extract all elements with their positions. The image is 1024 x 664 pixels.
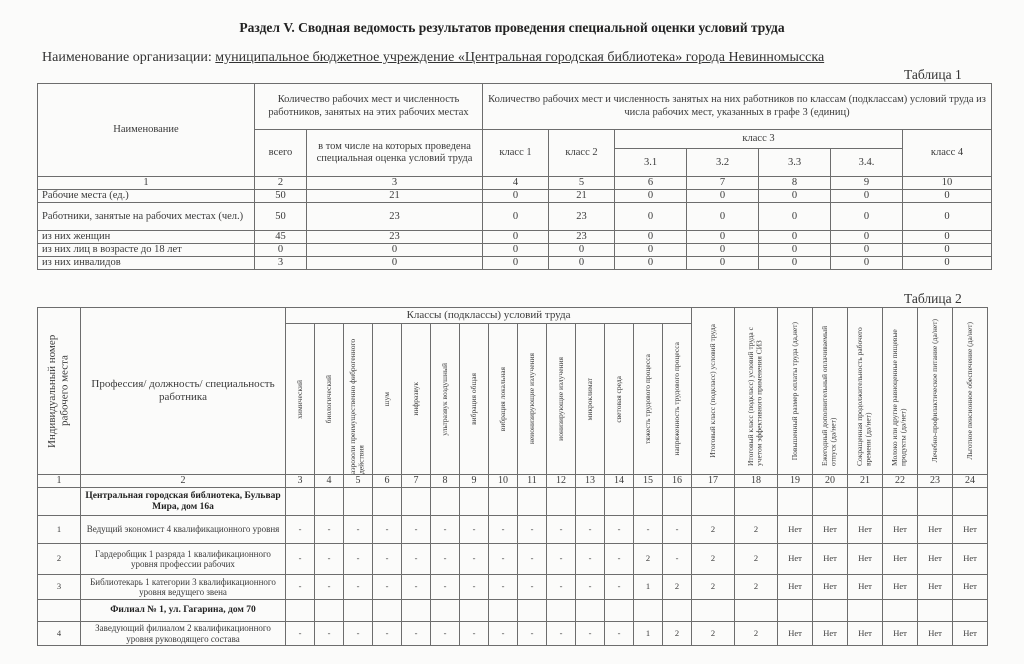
cell: 0 bbox=[483, 190, 549, 203]
extra-cell: Нет bbox=[883, 544, 918, 575]
factor-cell: - bbox=[315, 575, 344, 600]
header-extra-pay bbox=[778, 308, 813, 475]
header-by-class: Количество рабочих мест и численность занятых на них работников по классам (подклассам) условий труда из числа рабочих мест, указанных в графе 3 (единиц) bbox=[483, 84, 992, 130]
extra-cell: Нет bbox=[848, 575, 883, 600]
col-number: 13 bbox=[576, 475, 605, 488]
factor-cell: - bbox=[547, 622, 576, 646]
factor-cell: - bbox=[605, 575, 634, 600]
factor-cell: - bbox=[315, 544, 344, 575]
cell: 23 bbox=[307, 231, 483, 244]
factor-cell: 2 bbox=[663, 575, 692, 600]
header-extra-text: Повышенный размер оплаты труда (да,нет) bbox=[789, 321, 799, 461]
cell: 0 bbox=[759, 231, 831, 244]
group-name: Филиал № 1, ул. Гагарина, дом 70 bbox=[81, 600, 286, 622]
header-factor-text: вибрация общая bbox=[468, 373, 478, 425]
factor-cell: 2 bbox=[634, 544, 663, 575]
header-class-3-3: 3.3 bbox=[759, 149, 831, 176]
table-row bbox=[38, 516, 988, 544]
table2-label: Таблица 2 bbox=[904, 291, 962, 306]
header-total: всего bbox=[255, 130, 307, 177]
factor-cell: - bbox=[315, 622, 344, 646]
cell: 0 bbox=[759, 203, 831, 231]
header-pension bbox=[953, 308, 988, 475]
header-final-class-siz-text: Итоговый класс (подкласс) условий труда с учетом эффективного применения СИЗ bbox=[746, 327, 765, 466]
header-extra-leave bbox=[813, 308, 848, 475]
header-factor-severity bbox=[634, 324, 663, 475]
column-numbers-row bbox=[38, 475, 988, 488]
extra-cell: Нет bbox=[778, 622, 813, 646]
col-number: 5 bbox=[549, 177, 615, 190]
factor-cell: - bbox=[344, 622, 373, 646]
header-factor-text: тяжесть трудового процесса bbox=[642, 354, 652, 444]
cell: 0 bbox=[615, 257, 687, 270]
col-number: 1 bbox=[38, 177, 255, 190]
cell: 0 bbox=[831, 257, 903, 270]
col-number: 17 bbox=[692, 475, 735, 488]
row-label: из них инвалидов bbox=[38, 257, 255, 270]
cell: 0 bbox=[549, 257, 615, 270]
col-number: 2 bbox=[255, 177, 307, 190]
cell: 0 bbox=[903, 244, 992, 257]
factor-cell: - bbox=[286, 622, 315, 646]
factor-cell: - bbox=[431, 575, 460, 600]
factor-cell: - bbox=[576, 622, 605, 646]
header-factor-text: ионизирующие излучения bbox=[555, 357, 565, 441]
col-number: 23 bbox=[918, 475, 953, 488]
extra-cell: Нет bbox=[883, 516, 918, 544]
summary-table bbox=[37, 83, 992, 270]
factor-cell: - bbox=[431, 516, 460, 544]
cell: 0 bbox=[483, 257, 549, 270]
extra-cell: Нет bbox=[883, 575, 918, 600]
col-number: 4 bbox=[315, 475, 344, 488]
col-number: 18 bbox=[735, 475, 778, 488]
factor-cell: - bbox=[373, 544, 402, 575]
col-number: 6 bbox=[373, 475, 402, 488]
header-factor-general-vibration bbox=[460, 324, 489, 475]
factor-cell: - bbox=[576, 516, 605, 544]
col-number: 8 bbox=[759, 177, 831, 190]
profession: Заведующий филиалом 2 квалификационного уровня руководящего состава bbox=[81, 622, 286, 646]
cell: 0 bbox=[615, 244, 687, 257]
factor-cell: - bbox=[402, 544, 431, 575]
header-profession: Профессия/ должность/ специальность работника bbox=[81, 308, 286, 475]
cell: 0 bbox=[255, 244, 307, 257]
final-class-siz: 2 bbox=[735, 516, 778, 544]
header-factor-ultrasound bbox=[431, 324, 460, 475]
column-numbers-row bbox=[38, 177, 992, 190]
col-number: 4 bbox=[483, 177, 549, 190]
header-milk bbox=[883, 308, 918, 475]
table-row bbox=[38, 544, 988, 575]
table-row bbox=[38, 203, 992, 231]
header-factor-text: вибрация локальная bbox=[497, 366, 507, 432]
cell: 0 bbox=[831, 231, 903, 244]
header-extra-text: Льготное пенсионное обеспечение (да/нет) bbox=[964, 322, 974, 460]
profession: Гардеробщик 1 разряда 1 квалификационного уровня профессии рабочих bbox=[81, 544, 286, 575]
header-factor-text: неионизирующие излучения bbox=[526, 353, 536, 445]
header-factor-text: световая среда bbox=[613, 375, 623, 423]
extra-cell: Нет bbox=[813, 575, 848, 600]
cell: 0 bbox=[831, 190, 903, 203]
workplace-id: 3 bbox=[38, 575, 81, 600]
factor-cell: - bbox=[402, 622, 431, 646]
extra-cell: Нет bbox=[813, 544, 848, 575]
final-class-siz: 2 bbox=[735, 575, 778, 600]
factor-cell: - bbox=[431, 544, 460, 575]
factor-cell: - bbox=[605, 622, 634, 646]
col-number: 15 bbox=[634, 475, 663, 488]
cell: 0 bbox=[759, 257, 831, 270]
cell: 0 bbox=[831, 203, 903, 231]
extra-cell: Нет bbox=[918, 516, 953, 544]
col-number: 6 bbox=[615, 177, 687, 190]
header-workplace-id-text: Индивидуальный номер рабочего места bbox=[46, 334, 71, 448]
final-class: 2 bbox=[692, 516, 735, 544]
factor-cell: - bbox=[373, 516, 402, 544]
header-name: Наименование bbox=[38, 84, 255, 177]
factor-cell: - bbox=[576, 575, 605, 600]
col-number: 2 bbox=[81, 475, 286, 488]
col-number: 19 bbox=[778, 475, 813, 488]
header-class1: класс 1 bbox=[483, 130, 549, 177]
header-assessed: в том числе на которых проведена специальная оценка условий труда bbox=[307, 130, 483, 177]
header-extra-text: Молоко или другие равноценные пищевые продукты (да/нет) bbox=[890, 329, 909, 466]
header-factor-text: инфразвук bbox=[410, 382, 420, 416]
extra-cell: Нет bbox=[953, 544, 988, 575]
header-factor-non-ionizing bbox=[518, 324, 547, 475]
cell: 0 bbox=[903, 190, 992, 203]
extra-cell: Нет bbox=[918, 622, 953, 646]
header-factor-text: напряженность трудового процесса bbox=[671, 342, 681, 456]
header-class2: класс 2 bbox=[549, 130, 615, 177]
cell: 0 bbox=[307, 244, 483, 257]
cell: 23 bbox=[307, 203, 483, 231]
workplace-id: 2 bbox=[38, 544, 81, 575]
cell: 0 bbox=[759, 244, 831, 257]
header-factor-intensity bbox=[663, 324, 692, 475]
factor-cell: - bbox=[489, 516, 518, 544]
table-row bbox=[38, 257, 992, 270]
factor-cell: - bbox=[634, 516, 663, 544]
extra-cell: Нет bbox=[953, 575, 988, 600]
extra-cell: Нет bbox=[918, 544, 953, 575]
factor-cell: - bbox=[518, 544, 547, 575]
final-class: 2 bbox=[692, 575, 735, 600]
cell: 50 bbox=[255, 190, 307, 203]
factor-cell: - bbox=[605, 544, 634, 575]
header-workplaces: Количество рабочих мест и численность работников, занятых на этих рабочих местах bbox=[255, 84, 483, 130]
cell: 0 bbox=[903, 231, 992, 244]
factor-cell: 1 bbox=[634, 575, 663, 600]
cell: 0 bbox=[831, 244, 903, 257]
extra-cell: Нет bbox=[813, 516, 848, 544]
extra-cell: Нет bbox=[848, 544, 883, 575]
factor-cell: - bbox=[344, 516, 373, 544]
cell: 0 bbox=[307, 257, 483, 270]
cell: 45 bbox=[255, 231, 307, 244]
col-number: 21 bbox=[848, 475, 883, 488]
workplace-id: 1 bbox=[38, 516, 81, 544]
factor-cell: - bbox=[460, 516, 489, 544]
header-factor-text: биологический bbox=[323, 374, 333, 424]
factor-cell: - bbox=[518, 516, 547, 544]
extra-cell: Нет bbox=[848, 622, 883, 646]
factor-cell: - bbox=[489, 575, 518, 600]
header-final-class-siz bbox=[735, 308, 778, 475]
factor-cell: - bbox=[460, 544, 489, 575]
header-final-class-text: Итоговый класс (подкласс) условий труда bbox=[707, 324, 717, 458]
cell: 0 bbox=[687, 190, 759, 203]
col-number: 9 bbox=[460, 475, 489, 488]
cell: 0 bbox=[687, 244, 759, 257]
table-row bbox=[38, 244, 992, 257]
factor-cell: - bbox=[605, 516, 634, 544]
organization-label: Наименование организации: bbox=[42, 50, 212, 65]
col-number: 22 bbox=[883, 475, 918, 488]
final-class: 2 bbox=[692, 622, 735, 646]
cell: 0 bbox=[483, 231, 549, 244]
final-class: 2 bbox=[692, 544, 735, 575]
cell: 0 bbox=[483, 203, 549, 231]
cell: 23 bbox=[549, 231, 615, 244]
factor-cell: - bbox=[663, 516, 692, 544]
header-factor-text: химический bbox=[294, 379, 304, 419]
workplace-results-table bbox=[37, 307, 988, 646]
header-class-3-1: 3.1 bbox=[615, 149, 687, 176]
header-factor-text: микроклимат bbox=[584, 377, 594, 421]
cell: 0 bbox=[687, 257, 759, 270]
factor-cell: - bbox=[373, 622, 402, 646]
profession: Ведущий экономист 4 квалификационного уровня bbox=[81, 516, 286, 544]
header-factor-biological bbox=[315, 324, 344, 475]
cell: 21 bbox=[549, 190, 615, 203]
header-short-hours bbox=[848, 308, 883, 475]
header-class3-group bbox=[615, 130, 903, 177]
factor-cell: - bbox=[402, 575, 431, 600]
header-factor-infrasound bbox=[402, 324, 431, 475]
factor-cell: - bbox=[576, 544, 605, 575]
header-factor-microclimate bbox=[576, 324, 605, 475]
factor-cell: - bbox=[344, 544, 373, 575]
col-number: 16 bbox=[663, 475, 692, 488]
col-number: 5 bbox=[344, 475, 373, 488]
row-label: Рабочие места (ед.) bbox=[38, 190, 255, 203]
col-number: 11 bbox=[518, 475, 547, 488]
header-class-3-4: 3.4. bbox=[858, 157, 875, 168]
col-number: 3 bbox=[286, 475, 315, 488]
header-therapeutic-food bbox=[918, 308, 953, 475]
profession: Библиотекарь 1 категории 3 квалификационного уровня ведущего звена bbox=[81, 575, 286, 600]
factor-cell: - bbox=[518, 575, 547, 600]
header-factor-ionizing bbox=[547, 324, 576, 475]
col-number: 14 bbox=[605, 475, 634, 488]
header-factor-text: ультразвук воздушный bbox=[439, 362, 449, 436]
header-factor-text: аэрозоли преимущественно фиброгенного действия bbox=[348, 338, 366, 474]
cell: 0 bbox=[615, 190, 687, 203]
col-number: 8 bbox=[431, 475, 460, 488]
col-number: 10 bbox=[489, 475, 518, 488]
factor-cell: - bbox=[286, 575, 315, 600]
page-title: Раздел V. Сводная ведомость результатов проведения специальной оценки условий труда bbox=[239, 20, 785, 35]
extra-cell: Нет bbox=[953, 516, 988, 544]
extra-cell: Нет bbox=[918, 575, 953, 600]
factor-cell: - bbox=[460, 575, 489, 600]
table-row bbox=[38, 622, 988, 646]
col-number: 1 bbox=[38, 475, 81, 488]
header-workplace-id bbox=[38, 308, 81, 475]
header-factor-aerosols bbox=[344, 324, 373, 475]
organization-line bbox=[42, 50, 824, 66]
cell: 0 bbox=[903, 257, 992, 270]
final-class-siz: 2 bbox=[735, 544, 778, 575]
factor-cell: - bbox=[547, 544, 576, 575]
cell: 50 bbox=[255, 203, 307, 231]
cell: 0 bbox=[483, 244, 549, 257]
factor-cell: - bbox=[431, 622, 460, 646]
extra-cell: Нет bbox=[953, 622, 988, 646]
table-row bbox=[38, 231, 992, 244]
col-number: 12 bbox=[547, 475, 576, 488]
extra-cell: Нет bbox=[778, 544, 813, 575]
table-row bbox=[38, 575, 988, 600]
extra-cell: Нет bbox=[883, 622, 918, 646]
extra-cell: Нет bbox=[778, 575, 813, 600]
organization-name: муниципальное бюджетное учреждение «Центральная городская библиотека» города Невинномысска bbox=[215, 50, 825, 65]
factor-cell: - bbox=[489, 622, 518, 646]
table-row bbox=[38, 190, 992, 203]
col-number: 7 bbox=[402, 475, 431, 488]
col-number: 7 bbox=[687, 177, 759, 190]
col-number: 20 bbox=[813, 475, 848, 488]
cell: 0 bbox=[615, 203, 687, 231]
col-number: 24 bbox=[953, 475, 988, 488]
factor-cell: - bbox=[547, 516, 576, 544]
header-factor-chemical bbox=[286, 324, 315, 475]
group-name: Центральная городская библиотека, Бульвар Мира, дом 16а bbox=[81, 488, 286, 516]
extra-cell: Нет bbox=[813, 622, 848, 646]
factor-cell: - bbox=[663, 544, 692, 575]
header-extra-text: Лечебно-профилактическое питание (да/нет) bbox=[929, 319, 939, 463]
cell: 0 bbox=[687, 203, 759, 231]
table1-label: Таблица 1 bbox=[904, 67, 962, 82]
cell: 3 bbox=[255, 257, 307, 270]
header-factor-lighting bbox=[605, 324, 634, 475]
factor-cell: - bbox=[286, 516, 315, 544]
factor-cell: 2 bbox=[663, 622, 692, 646]
col-number: 10 bbox=[903, 177, 992, 190]
header-factor-text: шум bbox=[381, 391, 391, 407]
factor-cell: - bbox=[489, 544, 518, 575]
header-work-classes: Классы (подклассы) условий труда bbox=[286, 308, 692, 324]
header-extra-text: Сокращенная продолжительность рабочего времени (да/нет) bbox=[855, 327, 874, 466]
cell: 0 bbox=[687, 231, 759, 244]
extra-cell: Нет bbox=[778, 516, 813, 544]
row-label: Работники, занятые на рабочих местах (чел.) bbox=[38, 203, 255, 231]
factor-cell: - bbox=[373, 575, 402, 600]
factor-cell: - bbox=[315, 516, 344, 544]
row-label: из них лиц в возрасте до 18 лет bbox=[38, 244, 255, 257]
factor-cell: - bbox=[286, 544, 315, 575]
cell: 0 bbox=[759, 190, 831, 203]
cell: 21 bbox=[307, 190, 483, 203]
factor-cell: 1 bbox=[634, 622, 663, 646]
header-factor-noise bbox=[373, 324, 402, 475]
col-number: 9 bbox=[831, 177, 903, 190]
header-class4: класс 4 bbox=[903, 130, 992, 177]
col-number: 3 bbox=[307, 177, 483, 190]
factor-cell: - bbox=[518, 622, 547, 646]
final-class-siz: 2 bbox=[735, 622, 778, 646]
cell: 23 bbox=[549, 203, 615, 231]
cell: 0 bbox=[549, 244, 615, 257]
workplace-id: 4 bbox=[38, 622, 81, 646]
factor-cell: - bbox=[344, 575, 373, 600]
group-row bbox=[38, 600, 988, 622]
cell: 0 bbox=[903, 203, 992, 231]
factor-cell: - bbox=[460, 622, 489, 646]
header-class-3-2: 3.2 bbox=[687, 149, 759, 176]
header-factor-local-vibration bbox=[489, 324, 518, 475]
group-row bbox=[38, 488, 988, 516]
cell: 0 bbox=[615, 231, 687, 244]
factor-cell: - bbox=[402, 516, 431, 544]
header-class3: класс 3 bbox=[615, 130, 902, 149]
extra-cell: Нет bbox=[848, 516, 883, 544]
header-final-class bbox=[692, 308, 735, 475]
header-extra-text: Ежегодный дополнительный оплачиваемый отпуск (да/нет) bbox=[820, 325, 839, 466]
row-label: из них женщин bbox=[38, 231, 255, 244]
factor-cell: - bbox=[547, 575, 576, 600]
